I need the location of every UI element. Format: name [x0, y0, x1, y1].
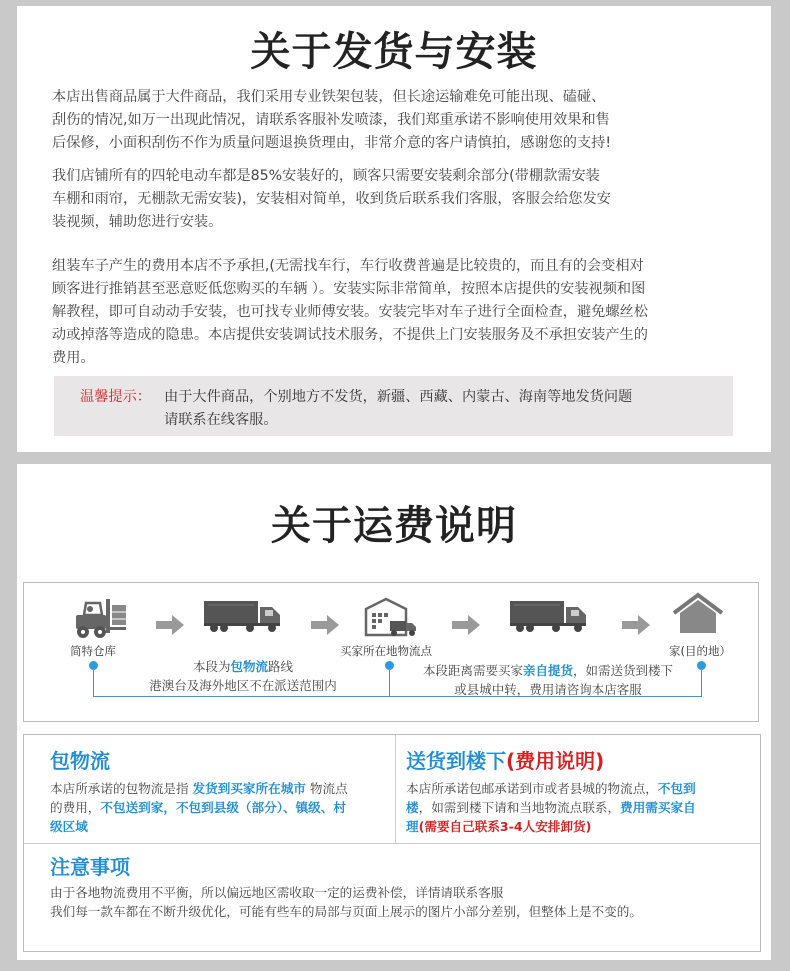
stage-dot: [89, 661, 98, 670]
logistics-flow-diagram: [23, 582, 759, 722]
notes-title: 注意事项: [50, 855, 130, 879]
stage-warehouse-label: 简特仓库: [70, 644, 116, 658]
package-logistics-text: 本店所承诺的包物流是指 发货到买家所在城市 物流点 的费用，不包送到家，不包到县级（部分）、镇级、村 级区域: [50, 781, 348, 834]
shipping-installation-panel: [17, 6, 771, 452]
tip-text-line2: 请联系在线客服。: [164, 412, 278, 428]
stage-dot: [697, 661, 706, 670]
stage-home-label: 家(目的地）: [669, 644, 731, 658]
stage-local-depot-label: 买家所在地物流点: [340, 644, 432, 658]
notes-text: 由于各地物流费用不平衡，所以偏远地区需收取一定的运费补偿，详情请联系客服 我们每一款车都在不断升级优化，可能有些车的局部与页面上展示的图片小部分差别，但整体上是不变的。: [50, 885, 642, 919]
stage-dot: [385, 661, 394, 670]
forklift-icon: [72, 595, 130, 643]
delivery-downstairs-text: 本店所承诺包邮承诺到市或者县城的物流点，不包到 楼，如需到楼下请和当地物流点联系，费用需买家自 理(需要自己联系3-4人安排卸货): [406, 781, 696, 834]
page-title: 关于发货与安装: [250, 29, 538, 75]
truck-icon: [508, 595, 592, 639]
segment2-description: 本段距离需要买家亲自提货，如需送货到楼下 或县城中转，费用请咨询本店客服: [422, 663, 674, 697]
installation-paragraph: 我们店铺所有的四轮电动车都是85%安装好的，顾客只需要安装剩余部分(带棚款需安装 车棚和雨帘，无棚款无需安装)，安装相对简单，收到货后联系我们客服，客服会给您发安 装视频，辅助您进行安装。: [52, 168, 611, 230]
delivery-downstairs-title: 送货到楼下(费用说明): [406, 749, 605, 773]
warehouse-icon: [360, 595, 418, 643]
warm-tip-box: [54, 376, 733, 436]
package-logistics-title: 包物流: [50, 749, 110, 773]
shipping-info-box: [23, 734, 761, 952]
tip-text-line1: 由于大件商品，个别地方不发货，新疆、西藏、内蒙古、海南等地发货问题: [164, 389, 633, 405]
section-title: 关于运费说明: [271, 503, 517, 549]
segment1-description: 本段为包物流路线 港澳台及海外地区不在派送范围内: [149, 659, 337, 693]
tip-label: 温馨提示：: [80, 389, 151, 405]
house-icon: [670, 591, 726, 639]
packaging-paragraph: 本店出售商品属于大件商品，我们采用专业铁架包装，但长途运输难免可能出现、磕碰、 刮伤的情况,如万一出现此情况，请联系客服补发喷漆，我们郑重承诺不影响使用效果和售 后保修，小面积刮伤不作为质量问题退换货理由，非常介意的客户请慎拍，感谢您的支持!: [52, 89, 612, 151]
shipping-fee-panel: [17, 464, 771, 960]
truck-icon: [202, 595, 286, 639]
assembly-fee-paragraph: 组装车子产生的费用本店不予承担,(无需找车行，车行收费普遍是比较贵的，而且有的会变相对 顾客进行推销甚至恶意贬低您购买的车辆 ）。安装实际非常简单，按照本店提供的安装视频和图 解教程，即可自动动手安装，也可找专业师傅安装。安装完毕对车子进行全面检查，避免螺丝松 动或掉落等造成的隐患。本店提供安装调试技术服务，不提供上门安装服务及不承担安装产生的 费用。: [52, 258, 648, 366]
